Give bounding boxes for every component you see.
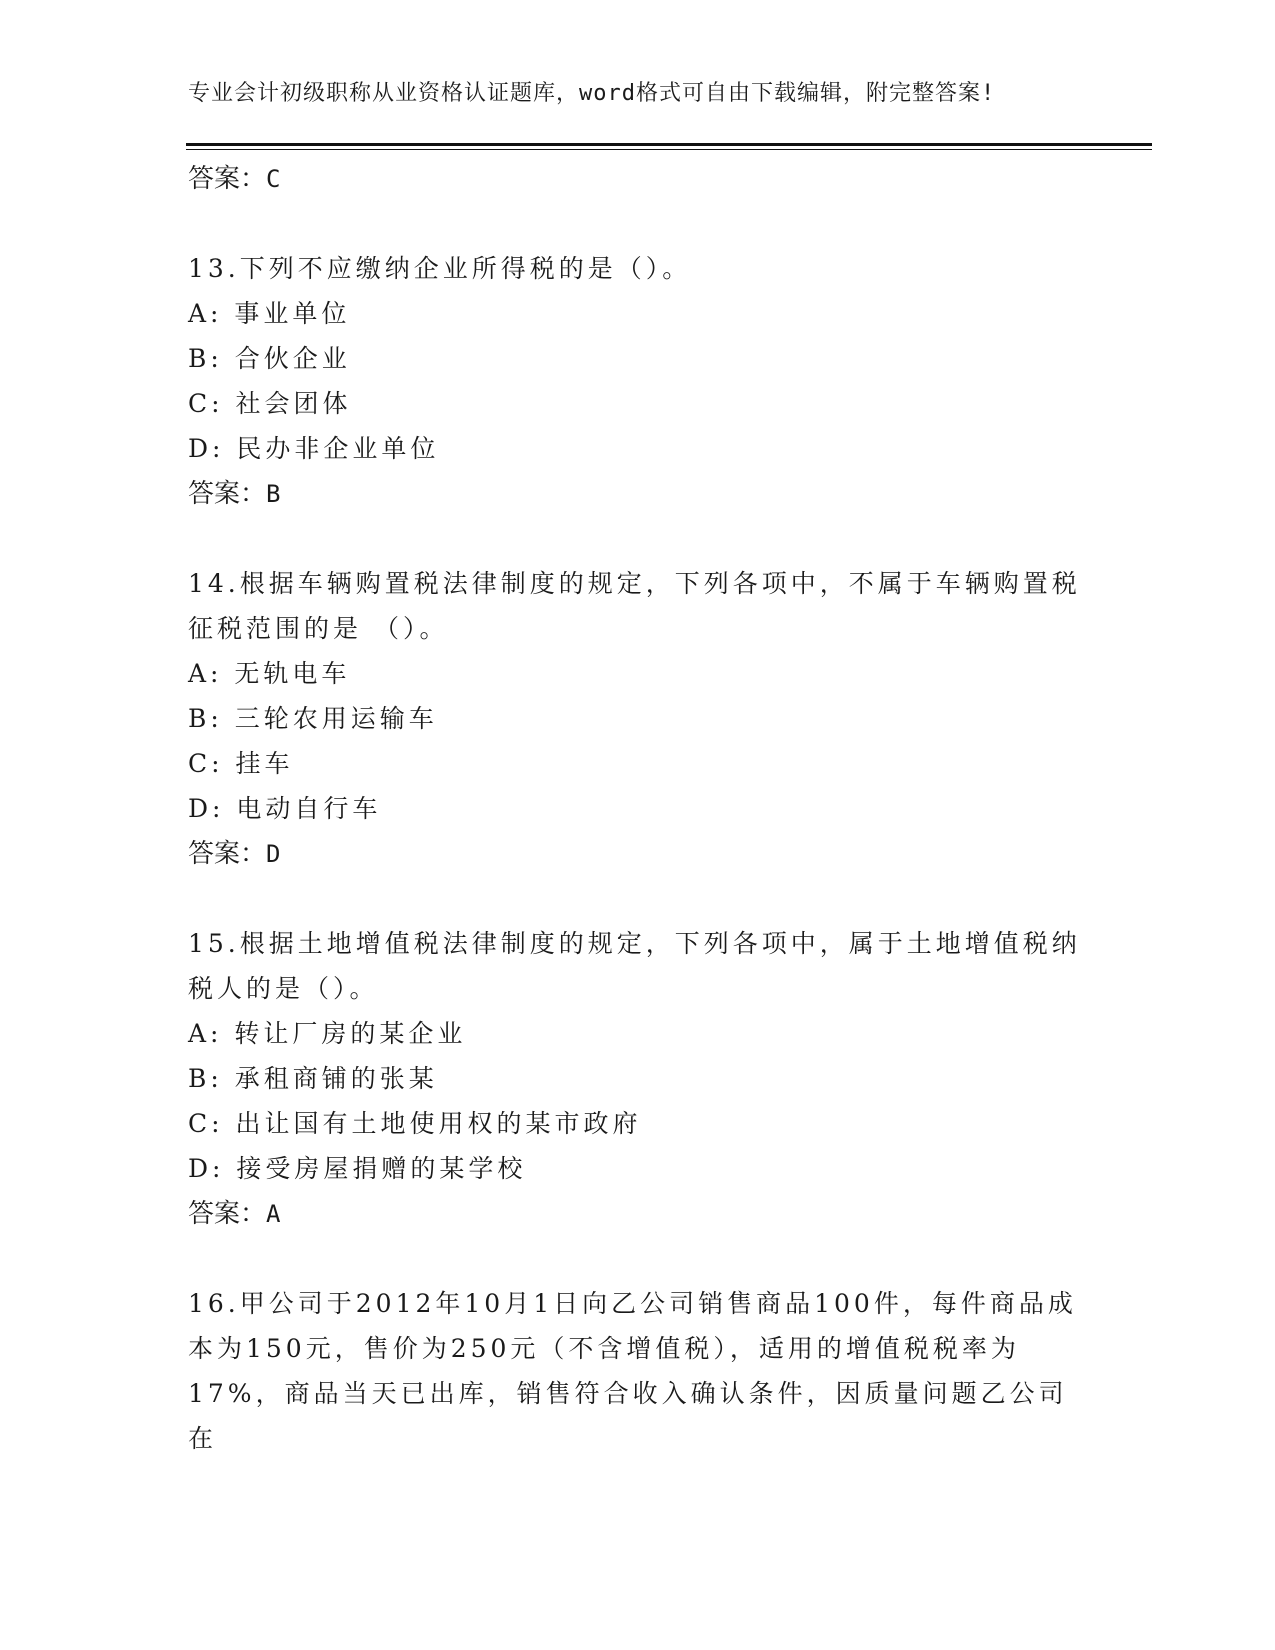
answer-prefix: 答案：	[188, 839, 267, 869]
option-a: A: 事业单位	[188, 299, 351, 328]
page-header: 专业会计初级职称从业资格认证题库，word格式可自由下载编辑，附完整答案!	[188, 81, 996, 106]
option-b: B: 合伙企业	[188, 344, 351, 373]
spacer	[188, 877, 1088, 921]
answer-value: D	[266, 840, 281, 868]
option-c: C: 挂车	[188, 749, 294, 778]
answer-value: A	[266, 1200, 281, 1228]
answer-value: B	[266, 480, 281, 508]
question-text: 14.根据车辆购置税法律制度的规定，下列各项中，不属于车辆购置税征税范围的是 （）。	[188, 569, 1081, 643]
option-c: C: 社会团体	[188, 389, 352, 418]
option-d: D: 电动自行车	[188, 794, 382, 823]
question-text: 13.下列不应缴纳企业所得税的是（）。	[188, 254, 692, 283]
spacer	[188, 202, 1088, 246]
option-a: A: 无轨电车	[188, 659, 351, 688]
option-d: D: 接受房屋捐赠的某学校	[188, 1154, 527, 1183]
answer-prefix: 答案：	[188, 479, 267, 509]
answer-prefix: 答案：	[188, 164, 267, 194]
answer-line	[188, 1191, 1088, 1237]
option-c: C: 出让国有土地使用权的某市政府	[188, 1109, 642, 1138]
option-b: B: 三轮农用运输车	[188, 704, 438, 733]
question-block	[188, 246, 1088, 517]
question-block	[188, 921, 1088, 1237]
option-b: B: 承租商铺的张某	[188, 1064, 438, 1093]
spacer	[188, 1237, 1088, 1281]
answer-line	[188, 831, 1088, 877]
document-body	[188, 156, 1088, 1461]
question-block	[188, 561, 1088, 877]
header-rule-thick	[186, 143, 1152, 146]
question-text: 16.甲公司于2012年10月1日向乙公司销售商品100件，每件商品成本为150元，售价为250元（不含增值税），适用的增值税税率为17%，商品当天已出库，销售符合收入确认条件，因质量问题乙公司在	[188, 1289, 1077, 1453]
question-text: 15.根据土地增值税法律制度的规定，下列各项中，属于土地增值税纳税人的是（）。	[188, 929, 1081, 1003]
answer-value: C	[266, 165, 281, 193]
header-rule-thin	[186, 149, 1152, 150]
spacer	[188, 517, 1088, 561]
answer-prefix: 答案：	[188, 1199, 267, 1229]
answer-line	[188, 156, 1088, 202]
answer-line	[188, 471, 1088, 517]
question-block	[188, 1281, 1088, 1461]
option-a: A: 转让厂房的某企业	[188, 1019, 467, 1048]
option-d: D: 民办非企业单位	[188, 434, 440, 463]
